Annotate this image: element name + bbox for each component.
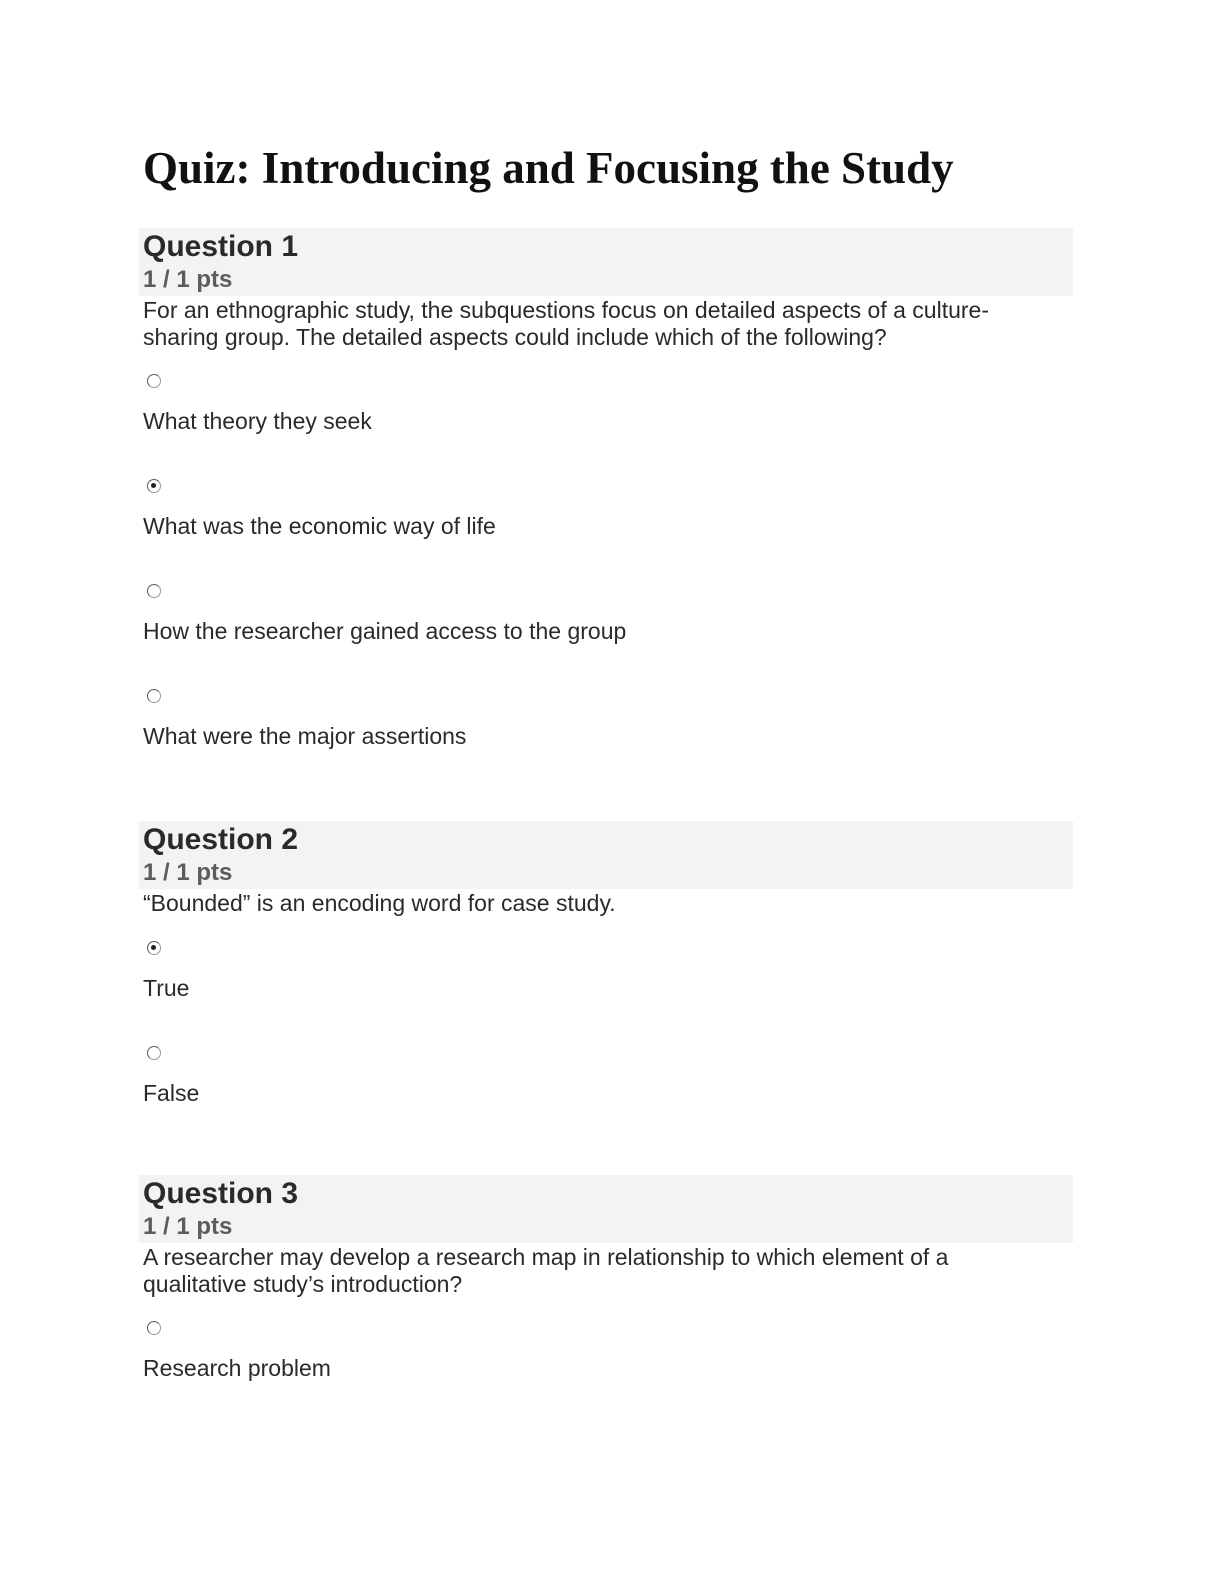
answer-option[interactable] xyxy=(139,584,1073,645)
question-header xyxy=(139,1175,1073,1243)
answer-label: How the researcher gained access to the group xyxy=(143,618,627,644)
question-points: 1 / 1 pts xyxy=(143,1213,233,1240)
question-title: Question 2 xyxy=(143,823,299,856)
question-title: Question 3 xyxy=(143,1177,299,1210)
answer-option[interactable] xyxy=(139,689,1073,750)
question-3 xyxy=(139,1175,1073,1382)
answer-option[interactable] xyxy=(139,941,1073,1002)
answer-option[interactable] xyxy=(139,1321,1073,1382)
question-points: 1 / 1 pts xyxy=(143,266,233,293)
answer-option[interactable] xyxy=(139,479,1073,540)
radio-button[interactable] xyxy=(147,374,161,388)
page-title: Quiz: Introducing and Focusing the Study xyxy=(143,143,954,193)
question-2 xyxy=(139,821,1073,1107)
radio-button-selected[interactable] xyxy=(147,479,161,493)
radio-button[interactable] xyxy=(147,1321,161,1335)
radio-button[interactable] xyxy=(147,584,161,598)
radio-button[interactable] xyxy=(147,1046,161,1060)
radio-button[interactable] xyxy=(147,689,161,703)
answer-option[interactable] xyxy=(139,374,1073,435)
answer-label: What was the economic way of life xyxy=(143,513,496,539)
question-text: A researcher may develop a research map in relationship to which element of a qualitative study’s introduction? xyxy=(143,1244,949,1297)
question-text: “Bounded” is an encoding word for case study. xyxy=(143,890,616,916)
answer-label: What theory they seek xyxy=(143,408,372,434)
question-text: For an ethnographic study, the subquestions focus on detailed aspects of a culture-sharing group. The detailed aspects could include which of the following? xyxy=(143,297,989,350)
answer-label: What were the major assertions xyxy=(143,723,467,749)
question-title: Question 1 xyxy=(143,230,299,263)
answer-label: Research problem xyxy=(143,1355,331,1381)
question-points: 1 / 1 pts xyxy=(143,859,233,886)
radio-button-selected[interactable] xyxy=(147,941,161,955)
question-1 xyxy=(139,228,1073,750)
answer-option[interactable] xyxy=(139,1046,1073,1107)
answer-label: False xyxy=(143,1080,200,1106)
question-header xyxy=(139,821,1073,889)
question-header xyxy=(139,228,1073,296)
answer-label: True xyxy=(143,975,190,1001)
